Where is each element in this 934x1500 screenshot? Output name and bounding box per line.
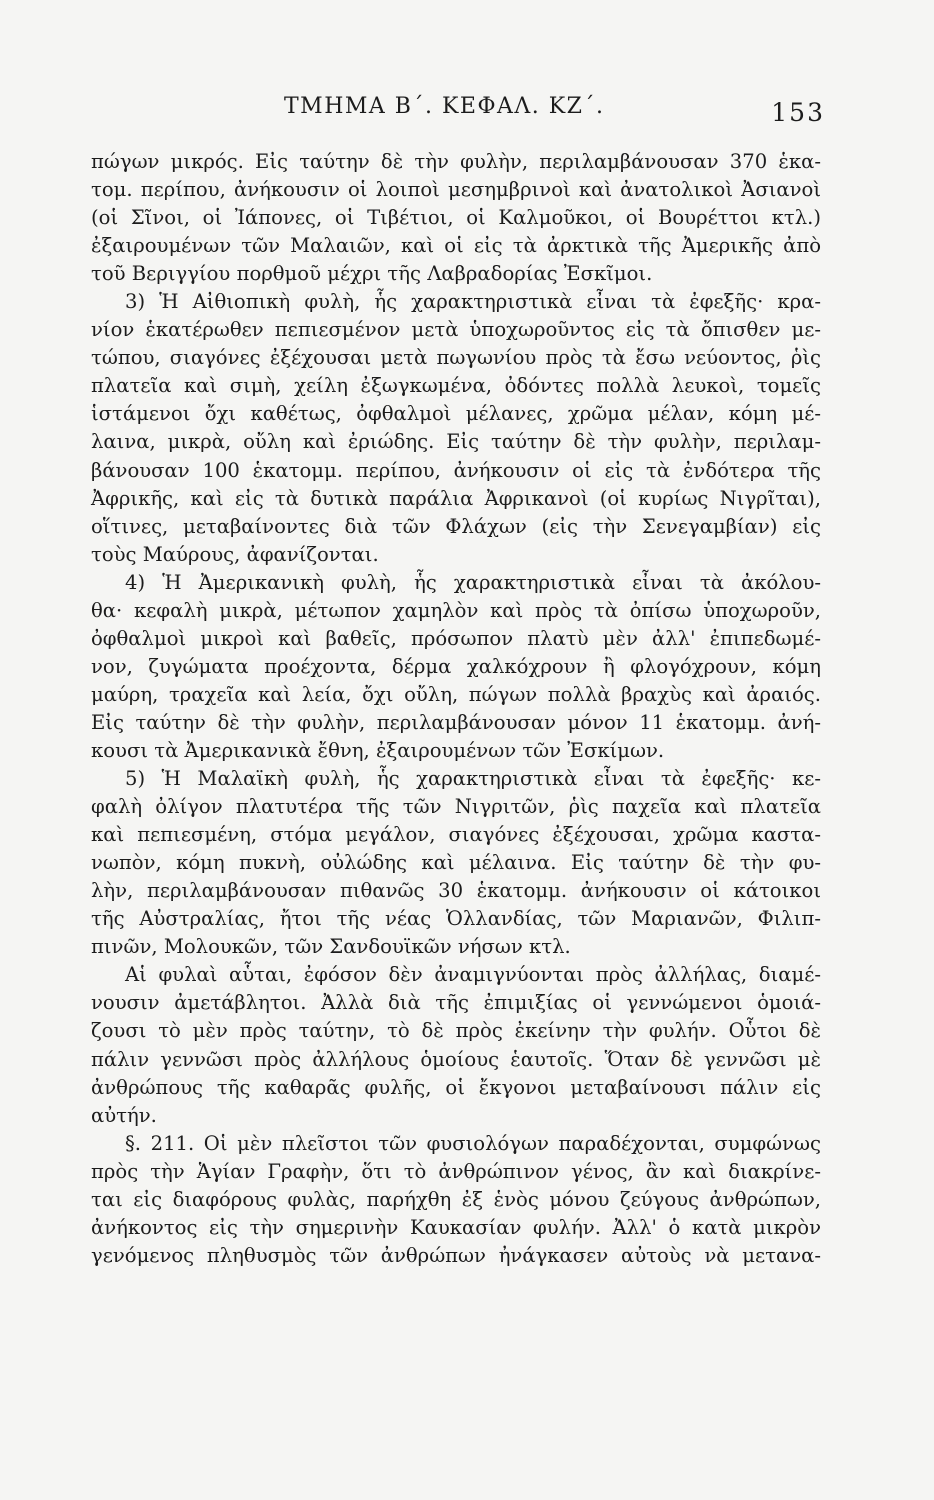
text-line: τώπου, σιαγόνες ἐξέχουσαι μετὰ πωγωνίου πρὸς τὰ ἔσω νεύοντος, ῥὶς xyxy=(91,346,821,370)
text-line: τῆς Αὐστραλίας, ἤτοι τῆς νέας Ὁλλανδίας, τῶν Μαριανῶν, Φιλιπ- xyxy=(91,907,821,931)
text-line: τοὺς Μαύρους, ἀφανίζονται. xyxy=(91,542,379,566)
text-line: Εἰς ταύτην δὲ τὴν φυλὴν, περιλαμβάνουσαν μόνον 11 ἑκατομμ. ἀνή- xyxy=(91,710,821,734)
text-line: νίον ἑκατέρωθεν πεπιεσμένον μετὰ ὑποχωροῦντος εἰς τὰ ὄπισθεν με- xyxy=(91,318,821,342)
text-line: ἐξαιρουμένων τῶν Μαλαιῶν, καὶ οἱ εἰς τὰ ἀρκτικὰ τῆς Ἀμερικῆς ἀπὸ xyxy=(91,234,821,258)
text-line: πλατεῖα καὶ σιμὴ, χείλη ἐξωγκωμένα, ὀδόντες πολλὰ λευκοὶ, τομεῖς xyxy=(91,374,821,398)
text-line: ζουσι τὸ μὲν πρὸς ταύτην, τὸ δὲ πρὸς ἐκείνην τὴν φυλήν. Οὗτοι δὲ xyxy=(91,1019,821,1043)
text-line: λὴν, περιλαμβάνουσαν πιθανῶς 30 ἑκατομμ. ἀνήκουσιν οἱ κάτοικοι xyxy=(91,879,821,903)
text-line: νωπὸν, κόμη πυκνὴ, οὐλώδης καὶ μέλαινα. Εἰς ταύτην δὲ τὴν φυ- xyxy=(91,851,821,875)
body-text xyxy=(91,148,821,1270)
text-line: ὀφθαλμοὶ μικροὶ καὶ βαθεῖς, πρόσωπον πλατὺ μὲν ἀλλ' ἐπιπεδωμέ- xyxy=(91,626,821,650)
text-line: (οἱ Σῖνοι, οἱ Ἰάπονες, οἱ Τιβέτιοι, οἱ Καλμοῦκοι, οἱ Βουρέττοι κτλ.) xyxy=(91,206,821,230)
text-line: ἱστάμενοι ὄχι καθέτως, ὀφθαλμοὶ μέλανες, χρῶμα μέλαν, κόμη μέ- xyxy=(91,402,821,426)
text-line: λαινα, μικρὰ, οὔλη καὶ ἐριώδης. Εἰς ταύτην δὲ τὴν φυλὴν, περιλαμ- xyxy=(91,430,821,454)
text-line: φαλὴ ὀλίγον πλατυτέρα τῆς τῶν Νιγριτῶν, ῥὶς παχεῖα καὶ πλατεῖα xyxy=(91,795,821,819)
text-line: τομ. περίπου, ἀνήκουσιν οἱ λοιποὶ μεσημβρινοὶ καὶ ἀνατολικοὶ Ἀσιανοὶ xyxy=(91,178,821,202)
text-line: 3) Ἡ Αἰθιοπικὴ φυλὴ, ἧς χαρακτηριστικὰ εἶναι τὰ ἐφεξῆς· κρα- xyxy=(125,290,821,314)
text-line: πρὸς τὴν Ἁγίαν Γραφὴν, ὅτι τὸ ἀνθρώπινον γένος, ἂν καὶ διακρίνε- xyxy=(91,1159,821,1183)
text-line: πινῶν, Μολουκῶν, τῶν Σανδουϊκῶν νήσων κτλ. xyxy=(91,935,571,959)
text-line: νουσιν ἀμετάβλητοι. Ἀλλὰ διὰ τῆς ἐπιμιξίας οἱ γεννώμενοι ὁμοιά- xyxy=(91,991,821,1015)
text-line: νον, ζυγώματα προέχοντα, δέρμα χαλκόχρουν ἢ φλογόχρουν, κόμη xyxy=(91,654,821,678)
text-line: ται εἰς διαφόρους φυλὰς, παρήχθη ἐξ ἑνὸς μόνου ζεύγους ἀνθρώπων, xyxy=(91,1187,821,1211)
page-header xyxy=(90,90,825,126)
text-line: βάνουσαν 100 ἑκατομμ. περίπου, ἀνήκουσιν οἱ εἰς τὰ ἐνδότερα τῆς xyxy=(91,458,821,482)
text-line: 4) Ἡ Ἀμερικανικὴ φυλὴ, ἧς χαρακτηριστικὰ εἶναι τὰ ἀκόλου- xyxy=(125,570,821,594)
text-line: πάλιν γεννῶσι πρὸς ἀλλήλους ὁμοίους ἑαυτοῖς. Ὅταν δὲ γεννῶσι μὲ xyxy=(91,1047,821,1071)
text-line: θα· κεφαλὴ μικρὰ, μέτωπον χαμηλὸν καὶ πρὸς τὰ ὀπίσω ὑποχωροῦν, xyxy=(91,598,821,622)
text-line: ἀνθρώπους τῆς καθαρᾶς φυλῆς, οἱ ἔκγονοι μεταβαίνουσι πάλιν εἰς xyxy=(91,1075,821,1099)
text-line: καὶ πεπιεσμένη, στόμα μεγάλον, σιαγόνες ἐξέχουσαι, χρῶμα καστα- xyxy=(91,823,821,847)
text-line: §. 211. Οἱ μὲν πλεῖστοι τῶν φυσιολόγων παραδέχονται, συμφώνως xyxy=(125,1131,821,1155)
text-line: κουσι τὰ Ἀμερικανικὰ ἔθνη, ἐξαιρουμένων τῶν Ἐσκίμων. xyxy=(91,738,665,762)
text-line: τοῦ Βεριγγίου πορθμοῦ μέχρι τῆς Λαβραδορίας Ἐσκῖμοι. xyxy=(91,262,653,286)
page-number: 153 xyxy=(771,98,825,127)
text-line: Αἱ φυλαὶ αὗται, ἐφόσον δὲν ἀναμιγνύονται πρὸς ἀλλήλας, διαμέ- xyxy=(125,963,821,987)
text-line: Ἀφρικῆς, καὶ εἰς τὰ δυτικὰ παράλια Ἀφρικανοὶ (οἱ κυρίως Νιγρῖται), xyxy=(91,486,821,510)
text-line: μαύρη, τραχεῖα καὶ λεία, ὄχι οὔλη, πώγων πολλὰ βραχὺς καὶ ἀραιός. xyxy=(91,682,821,706)
text-line: οἵτινες, μεταβαίνοντες διὰ τῶν Φλάχων (εἰς τὴν Σενεγαμβίαν) εἰς xyxy=(91,514,821,538)
text-line: 5) Ἡ Μαλαϊκὴ φυλὴ, ἧς χαρακτηριστικὰ εἶναι τὰ ἐφεξῆς· κε- xyxy=(125,767,821,791)
text-line: αὐτήν. xyxy=(91,1103,157,1127)
running-head: ΤΜΗΜΑ Β΄. ΚΕΦΑΛ. ΚΖ΄. xyxy=(284,94,605,119)
text-line: πώγων μικρός. Εἰς ταύτην δὲ τὴν φυλὴν, περιλαμβάνουσαν 370 ἑκα- xyxy=(91,150,821,173)
text-line: ἀνήκοντος εἰς τὴν σημερινὴν Καυκασίαν φυλήν. Ἀλλ' ὁ κατὰ μικρὸν xyxy=(91,1215,821,1239)
text-line: γενόμενος πληθυσμὸς τῶν ἀνθρώπων ἠνάγκασεν αὐτοὺς νὰ μετανα- xyxy=(91,1243,821,1267)
